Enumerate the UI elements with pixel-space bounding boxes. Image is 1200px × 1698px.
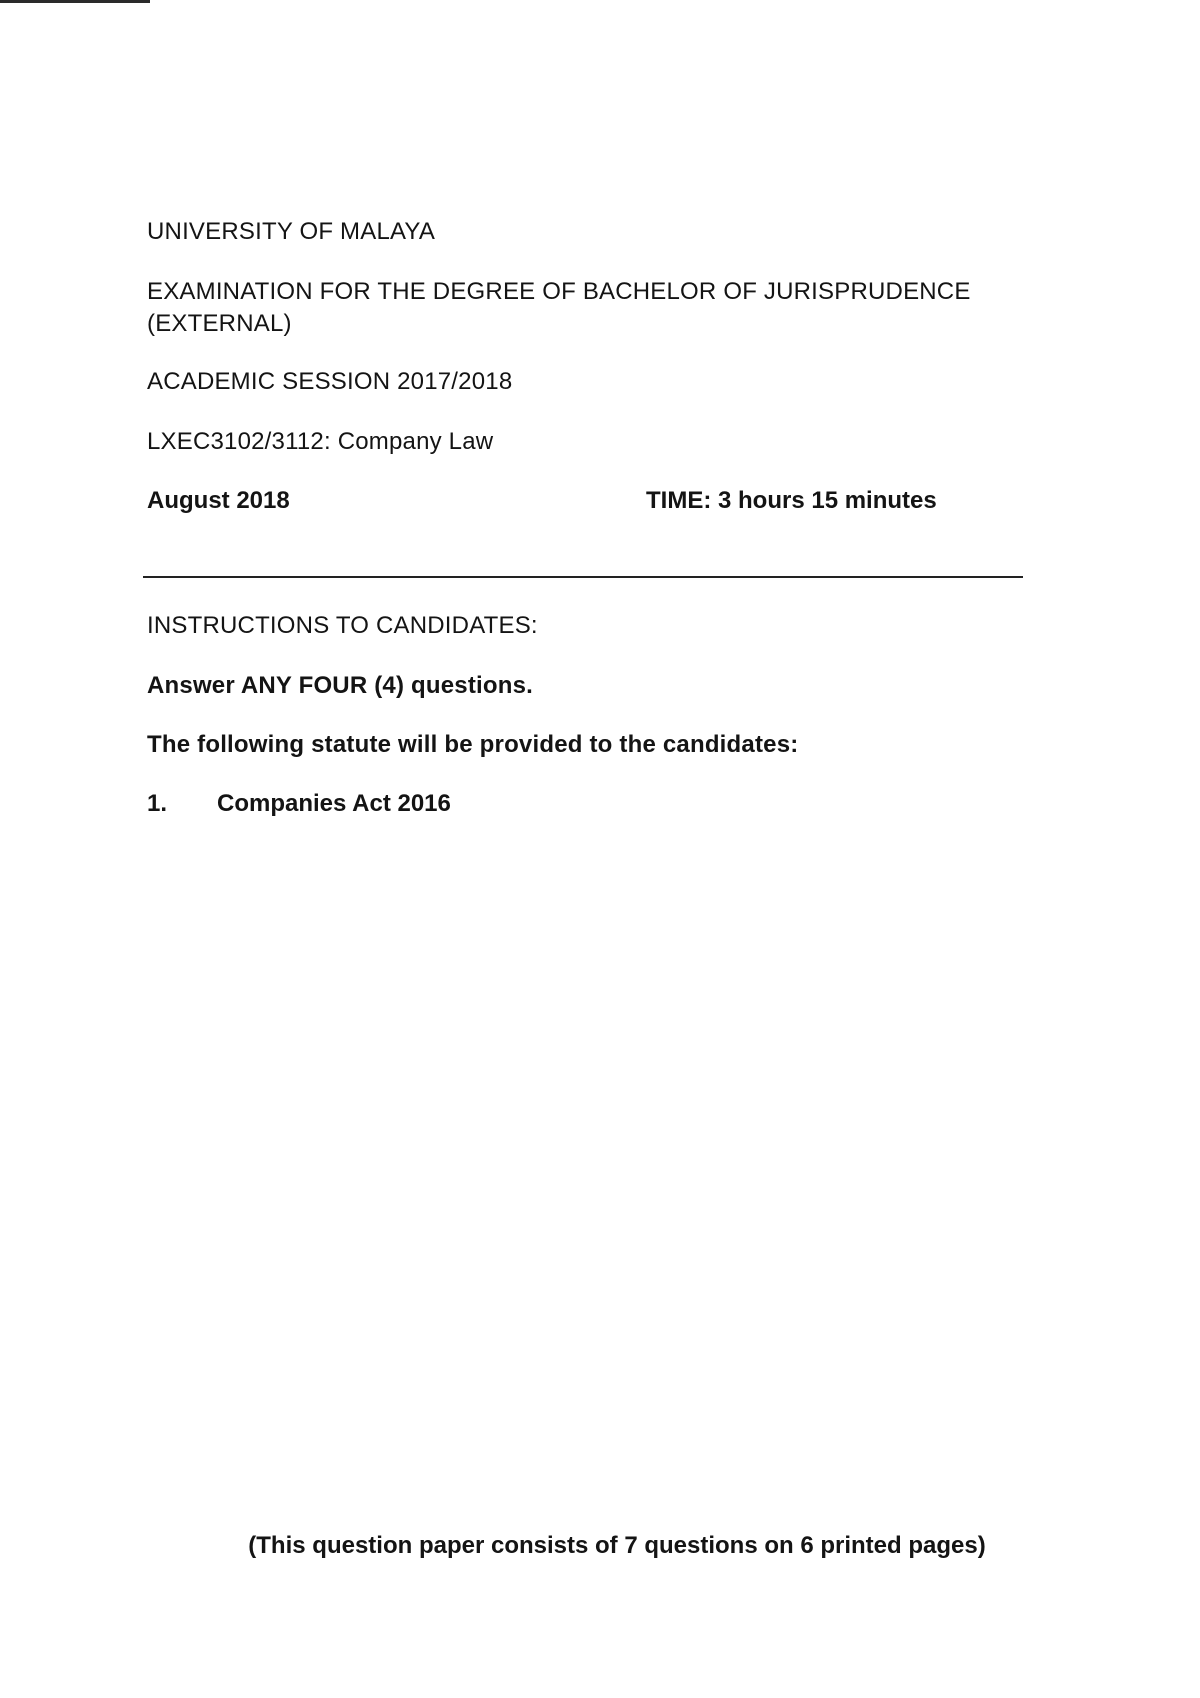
scan-edge-mark [0,0,150,3]
statute-intro: The following statute will be provided to the candidates: [147,731,799,758]
page-count-note: (This question paper consists of 7 questions on 6 printed pages) [248,1532,986,1559]
statute-name: Companies Act 2016 [217,790,451,817]
university-name: UNIVERSITY OF MALAYA [147,218,436,245]
instructions-heading: INSTRUCTIONS TO CANDIDATES: [147,612,538,639]
course-code-title: LXEC3102/3112: Company Law [147,428,494,455]
examination-title-line2: (EXTERNAL) [147,310,292,337]
exam-date: August 2018 [147,487,290,514]
answer-instruction: Answer ANY FOUR (4) questions. [147,672,534,699]
examination-title-line1: EXAMINATION FOR THE DEGREE OF BACHELOR OF JURISPRUDENCE [147,278,971,305]
academic-session: ACADEMIC SESSION 2017/2018 [147,368,513,395]
header-divider [143,576,1023,578]
date-time-row [147,485,959,517]
exam-duration: TIME: 3 hours 15 minutes [646,487,937,514]
statute-number: 1. [147,790,168,817]
statute-list-item [147,788,451,820]
